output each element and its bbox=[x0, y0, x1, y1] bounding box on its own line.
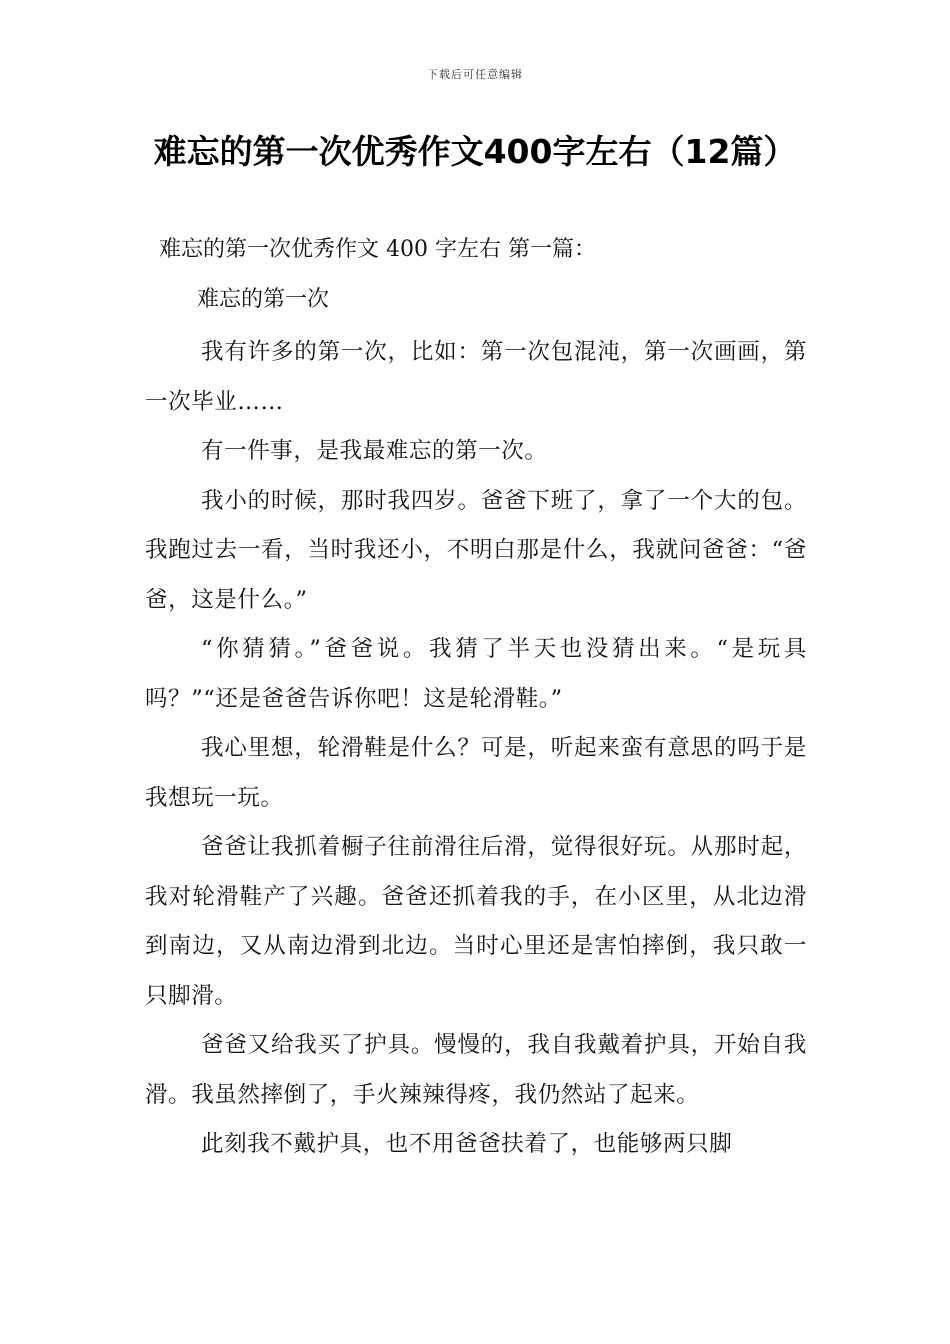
paragraph: “你猜猜。”爸爸说。我猜了半天也没猜出来。“是玩具吗？”“还是爸爸告诉你吧！这是轮滑鞋。” bbox=[145, 636, 807, 712]
document-body bbox=[145, 228, 807, 1170]
paragraph: 此刻我不戴护具，也不用爸爸扶着了，也能够两只脚 bbox=[201, 1131, 733, 1157]
paragraph: 我小的时候，那时我四岁。爸爸下班了，拿了一个大的包。我跑过去一看，当时我还小，不明白那是什么，我就问爸爸：“爸爸，这是什么。” bbox=[145, 487, 807, 613]
paragraph: 爸爸让我抓着橱子往前滑往后滑，觉得很好玩。从那时起，我对轮滑鞋产了兴趣。爸爸还抓着我的手，在小区里，从北边滑到南边，又从南边滑到北边。当时心里还是害怕摔倒，我只敢一只脚滑。 bbox=[145, 834, 807, 1009]
document-title: 难忘的第一次优秀作文400字左右（12篇） bbox=[153, 132, 797, 171]
header-note: 下载后可任意编辑 bbox=[427, 68, 523, 81]
paragraph: 有一件事，是我最难忘的第一次。 bbox=[201, 438, 548, 464]
paragraph: 我有许多的第一次，比如：第一次包混沌，第一次画画，第一次毕业…… bbox=[145, 339, 807, 415]
section-subtitle: 难忘的第一次优秀作文 400 字左右 第一篇： bbox=[159, 237, 596, 262]
paragraph: 我心里想，轮滑鞋是什么？可是，听起来蛮有意思的吗于是我想玩一玩。 bbox=[145, 735, 807, 811]
paragraph: 爸爸又给我买了护具。慢慢的，我自我戴着护具，开始自我滑。我虽然摔倒了，手火辣辣得疼，我仍然站了起来。 bbox=[145, 1032, 807, 1108]
essay-heading: 难忘的第一次 bbox=[197, 287, 330, 312]
